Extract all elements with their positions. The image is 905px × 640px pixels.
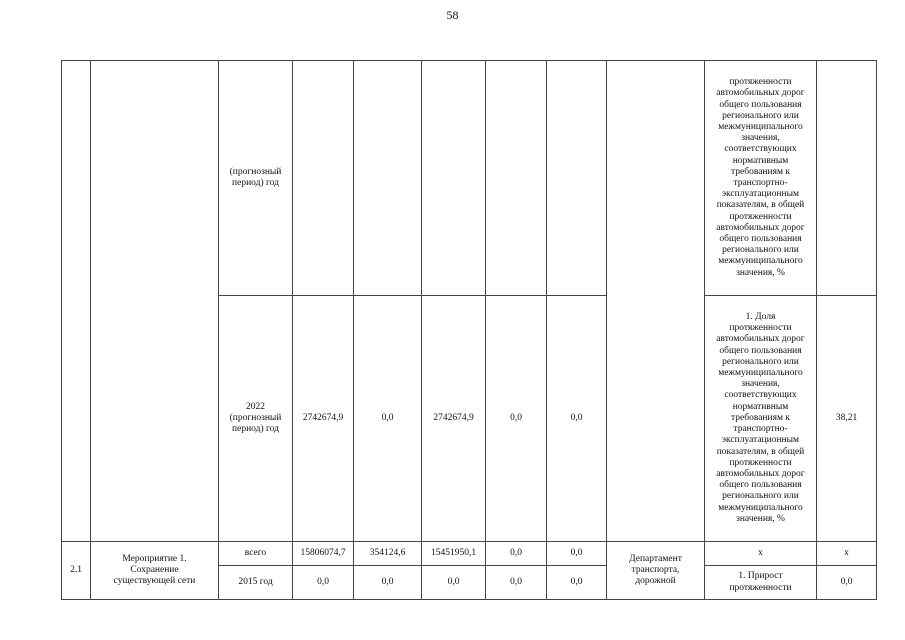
fed-cell: 0,0	[354, 296, 422, 542]
mun-cell: 0,0	[486, 566, 547, 600]
num-cell: 2.1	[62, 542, 91, 600]
reg-cell: 0,0	[422, 566, 486, 600]
table-row	[62, 61, 877, 296]
name-cell-empty	[91, 61, 219, 542]
reg-cell: 15451950,1	[422, 542, 486, 566]
mun-cell-empty	[486, 61, 547, 296]
executor-cell-empty	[607, 61, 705, 542]
indicator-cell: x	[705, 542, 817, 566]
period-cell: 2015 год	[219, 566, 293, 600]
value-cell: x	[817, 542, 877, 566]
other-cell: 0,0	[547, 542, 607, 566]
period-cell: (прогнозный период) год	[219, 61, 293, 296]
other-cell: 0,0	[547, 566, 607, 600]
total-cell: 0,0	[293, 566, 354, 600]
fed-cell: 0,0	[354, 566, 422, 600]
executor-cell: Департамент транспорта, дорожной	[607, 542, 705, 600]
period-cell: 2022 (прогнозный период) год	[219, 296, 293, 542]
page-number: 58	[446, 8, 459, 22]
indicator-cell: 1. Прирост протяженности	[705, 566, 817, 600]
table-row	[62, 542, 877, 566]
program-table	[61, 60, 877, 600]
indicator-cell: протяженности автомобильных дорог общего пользования регионального или межмуниципального значения, соответствующих нормативным требованиям к транспортно- эксплуатационным показателям, в общей протяженности автомобильных дорог общего пользования регионального или межмуниципального значения, %	[705, 61, 817, 296]
mun-cell: 0,0	[486, 542, 547, 566]
indicator-cell: 1. Доля протяженности автомобильных дорог общего пользования регионального или межмуниципального значения, соответствующих нормативным требованиям к транспортно- эксплуатационным показателям, в общей протяженности автомобильных дорог общего пользования регионального или межмуниципального значения, %	[705, 296, 817, 542]
reg-cell: 2742674,9	[422, 296, 486, 542]
total-cell: 15806074,7	[293, 542, 354, 566]
name-cell: Мероприятие 1. Сохранение существующей сети	[91, 542, 219, 600]
value-cell: 38,21	[817, 296, 877, 542]
mun-cell: 0,0	[486, 296, 547, 542]
total-cell-empty	[293, 61, 354, 296]
fed-cell: 354124,6	[354, 542, 422, 566]
reg-cell-empty	[422, 61, 486, 296]
other-cell: 0,0	[547, 296, 607, 542]
num-cell-empty	[62, 61, 91, 542]
period-cell: всего	[219, 542, 293, 566]
other-cell-empty	[547, 61, 607, 296]
value-cell: 0,0	[817, 566, 877, 600]
total-cell: 2742674,9	[293, 296, 354, 542]
fed-cell-empty	[354, 61, 422, 296]
value-cell-empty	[817, 61, 877, 296]
